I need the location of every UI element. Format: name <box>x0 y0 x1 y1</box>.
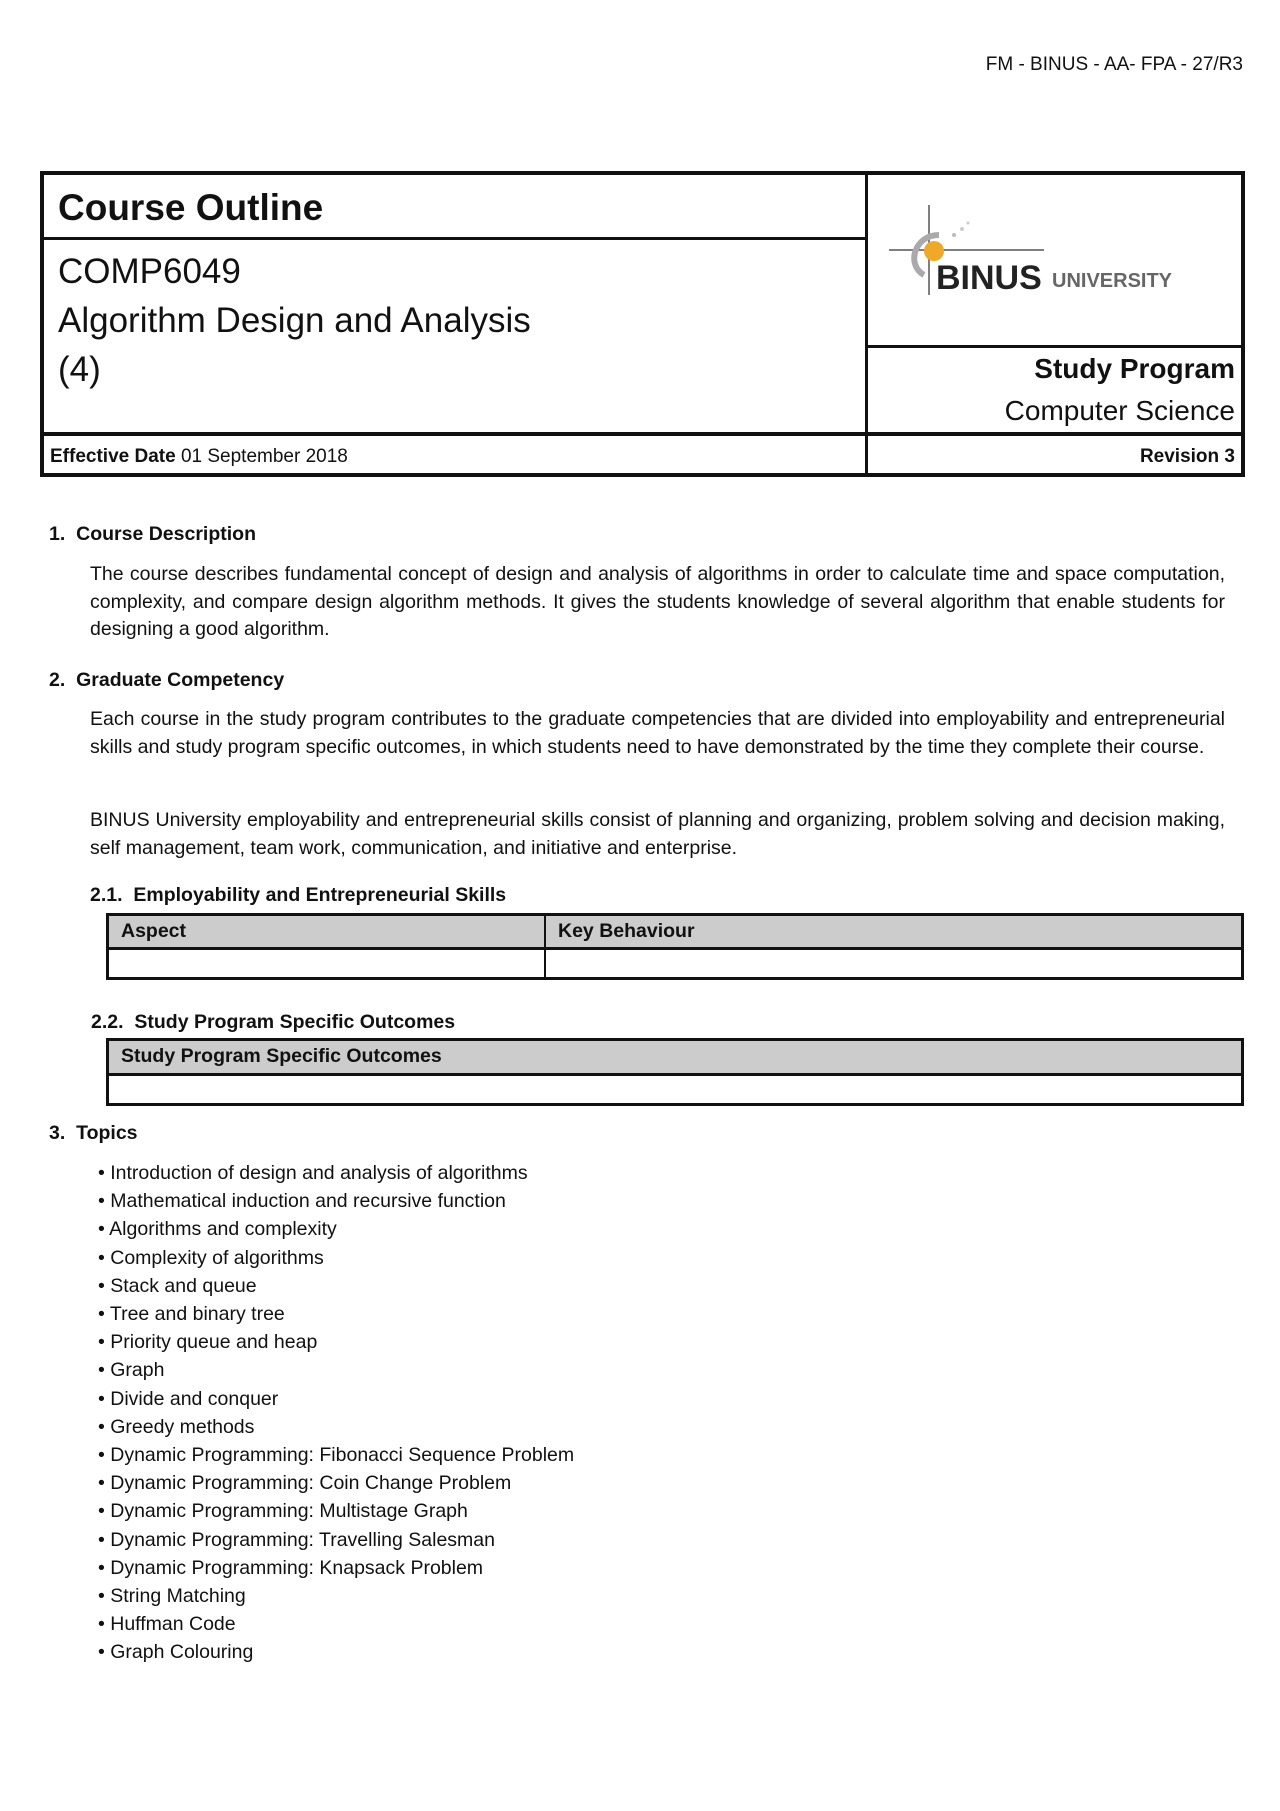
section-number: 2. <box>49 669 66 691</box>
svg-text:BINUS: BINUS <box>936 259 1042 297</box>
subsection-heading <box>91 1011 455 1034</box>
topic-item: • Graph <box>98 1359 165 1382</box>
subsection-title: Employability and Entrepreneurial Skills <box>133 884 507 906</box>
topic-item: • Complexity of algorithms <box>98 1246 324 1269</box>
section-title: Course Description <box>76 523 256 545</box>
divider <box>544 947 546 977</box>
subsection-heading <box>90 884 506 907</box>
section-title: Graduate Competency <box>76 669 285 691</box>
topic-item: • Huffman Code <box>98 1613 236 1636</box>
topic-item: • Tree and binary tree <box>98 1303 285 1326</box>
effective-date-label: Effective Date <box>50 446 176 467</box>
divider <box>44 237 865 240</box>
subsection-number: 2.2. <box>91 1011 124 1033</box>
topic-item: • Dynamic Programming: Coin Change Problem <box>98 1472 512 1495</box>
course-description: The course describes fundamental concept of design and analysis of algorithms in order to calculate time and space computation, complexity, and compare design algorithm methods. It gives the students knowledge of several algorithm that enable students for designing a good algorithm. <box>90 563 1225 640</box>
topic-item: • Graph Colouring <box>98 1641 254 1664</box>
effective-date <box>50 446 348 468</box>
course-header-table <box>40 171 1245 477</box>
topic-item: • Divide and conquer <box>98 1387 279 1410</box>
topic-item: • Dynamic Programming: Travelling Salesman <box>98 1528 495 1551</box>
outcomes-table <box>106 1038 1244 1106</box>
column-header-key-behaviour: Key Behaviour <box>544 916 1241 947</box>
skills-paragraph: BINUS University employability and entrepreneurial skills consist of planning and organizing, problem solving and decision making, self management, team work, communication, and initiative and enterprise. <box>90 809 1225 859</box>
course-credits: (4) <box>58 350 101 389</box>
svg-text:UNIVERSITY: UNIVERSITY <box>1052 270 1173 292</box>
topic-item: • Priority queue and heap <box>98 1331 318 1354</box>
divider <box>865 175 868 473</box>
section-number: 3. <box>49 1122 66 1144</box>
study-program-value: Computer Science <box>1004 395 1235 426</box>
topic-item: • String Matching <box>98 1585 246 1608</box>
course-name: Algorithm Design and Analysis <box>58 301 531 340</box>
topic-item: • Dynamic Programming: Fibonacci Sequence Problem <box>98 1444 575 1467</box>
binus-logo <box>884 195 1224 310</box>
section-heading <box>49 523 256 546</box>
competency-paragraph: Each course in the study program contributes to the graduate competencies that are divided into employability and entrepreneurial skills and study program specific outcomes, in which students need to have demonstrated by the time they complete their course. <box>90 708 1225 758</box>
divider <box>865 345 1241 348</box>
subsection-number: 2.1. <box>90 884 123 906</box>
subsection-title: Study Program Specific Outcomes <box>134 1011 456 1033</box>
skills-table <box>106 913 1244 980</box>
column-header-aspect: Aspect <box>109 916 544 947</box>
effective-date-value: 01 September 2018 <box>180 446 348 467</box>
divider <box>109 947 1241 950</box>
course-code: COMP6049 <box>58 252 241 291</box>
section-number: 1. <box>49 523 66 545</box>
section-title: Topics <box>76 1122 138 1144</box>
divider <box>109 1073 1241 1076</box>
revision: Revision 3 <box>1139 446 1235 467</box>
form-code: FM - BINUS - AA- FPA - 27/R3 <box>985 54 1243 75</box>
topic-item: • Dynamic Programming: Multistage Graph <box>98 1500 468 1523</box>
topic-item: • Algorithms and complexity <box>98 1218 337 1241</box>
divider <box>44 432 1241 436</box>
page-title: Course Outline <box>58 187 324 228</box>
section-heading <box>49 1122 138 1145</box>
topics-list <box>98 1159 574 1667</box>
topic-item: • Dynamic Programming: Knapsack Problem <box>98 1556 484 1579</box>
topic-item: • Mathematical induction and recursive function <box>98 1190 506 1213</box>
topic-item: • Introduction of design and analysis of algorithms <box>98 1162 528 1184</box>
section-heading <box>49 669 284 692</box>
column-header-outcomes: Study Program Specific Outcomes <box>109 1041 1241 1073</box>
topic-item: • Greedy methods <box>98 1415 255 1438</box>
course-info <box>58 247 531 394</box>
study-program-label: Study Program <box>1034 353 1235 384</box>
topic-item: • Stack and queue <box>98 1274 257 1297</box>
